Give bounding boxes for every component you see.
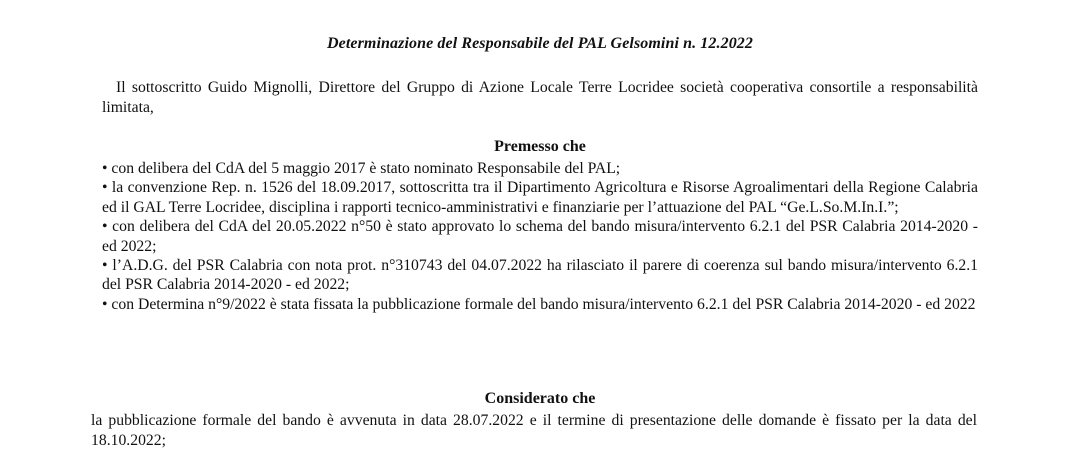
considerato-heading: Considerato che bbox=[484, 390, 596, 407]
premesso-list bbox=[102, 159, 978, 314]
list-item: • con delibera del CdA del 20.05.2022 n°50 è stato approvato lo schema del bando misura/intervento 6.2.1 del PSR Calabria 2014-2020 - ed 2022; bbox=[102, 218, 978, 255]
list-item: • la convenzione Rep. n. 1526 del 18.09.2017, sottoscritta tra il Dipartimento Agricoltura e Risorse Agroalimentari della Regione Calabria ed il GAL Terre Locridee, disciplina i rapporti tecnico-amministrativi e finanziarie per l’attuazione del PAL “Ge.L.So.M.In.I.”; bbox=[102, 179, 978, 216]
list-item: • con delibera del CdA del 5 maggio 2017 è stato nominato Responsabile del PAL; bbox=[102, 160, 621, 177]
considerato-paragraph: la pubblicazione formale del bando è avvenuta in data 28.07.2022 e il termine di presentazione delle domande è fissato per la data del 18.10.2022; bbox=[91, 412, 977, 449]
intro-paragraph: Il sottoscritto Guido Mignolli, Direttore del Gruppo di Azione Locale Terre Locridee società cooperativa consortile a responsabilità limitata, bbox=[102, 79, 978, 116]
list-item: • con Determina n°9/2022 è stata fissata la pubblicazione formale del bando misura/intervento 6.2.1 del PSR Calabria 2014-2020 - ed 2022 bbox=[102, 295, 976, 313]
document-title: Determinazione del Responsabile del PAL Gelsomini n. 12.2022 bbox=[327, 35, 753, 52]
premesso-heading: Premesso che bbox=[494, 138, 586, 155]
list-item: • l’A.D.G. del PSR Calabria con nota prot. n°310743 del 04.07.2022 ha rilasciato il parere di coerenza sul bando misura/intervento 6.2.1 del PSR Calabria 2014-2020 - ed 2022; bbox=[102, 257, 978, 294]
